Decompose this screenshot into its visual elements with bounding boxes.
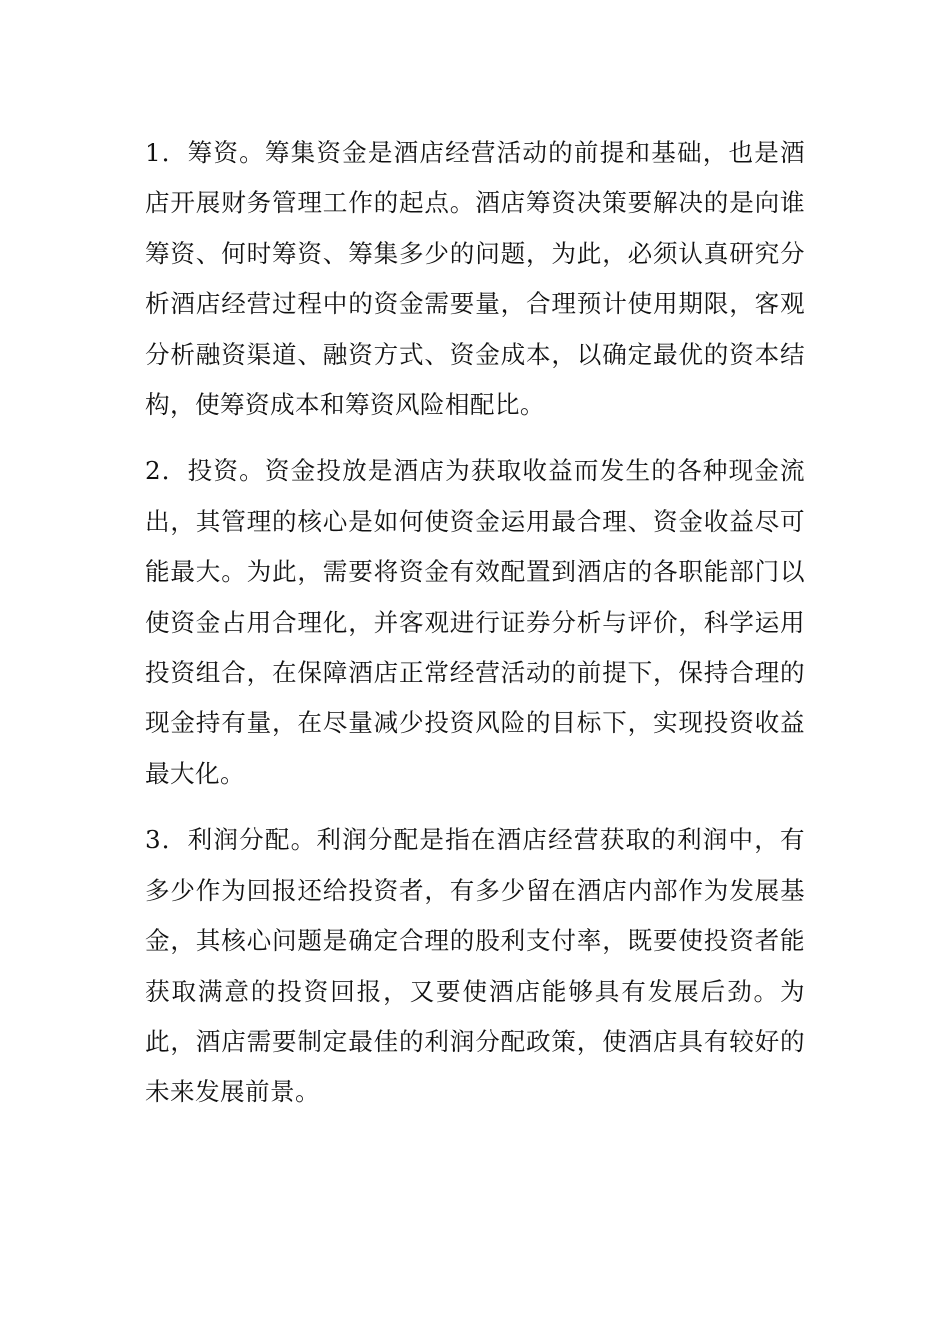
paragraph-investment: 2．投资。资金投放是酒店为获取收益而发生的各种现金流出，其管理的核心是如何使资金运用最合理、资金收益尽可能最大。为此，需要将资金有效配置到酒店的各职能部门以使资金占用合理化，并客观进行证券分析与评价，科学运用投资组合，在保障酒店正常经营活动的前提下，保持合理的现金持有量，在尽量减少投资风险的目标下，实现投资收益最大化。	[145, 456, 805, 788]
paragraph-financing: 1．筹资。筹集资金是酒店经营活动的前提和基础，也是酒店开展财务管理工作的起点。酒店筹资决策要解决的是向谁筹资、何时筹资、筹集多少的问题，为此，必须认真研究分析酒店经营过程中的资金需要量，合理预计使用期限，客观分析融资渠道、融资方式、资金成本，以确定最优的资本结构，使筹资成本和筹资风险相配比。	[145, 138, 805, 420]
paragraph-profit-distribution: 3．利润分配。利润分配是指在酒店经营获取的利润中，有多少作为回报还给投资者，有多少留在酒店内部作为发展基金，其核心问题是确定合理的股利支付率，既要使投资者能获取满意的投资回报，又要使酒店能够具有发展后劲。为此，酒店需要制定最佳的利润分配政策，使酒店具有较好的未来发展前景。	[145, 825, 805, 1107]
document-body	[145, 128, 805, 1118]
